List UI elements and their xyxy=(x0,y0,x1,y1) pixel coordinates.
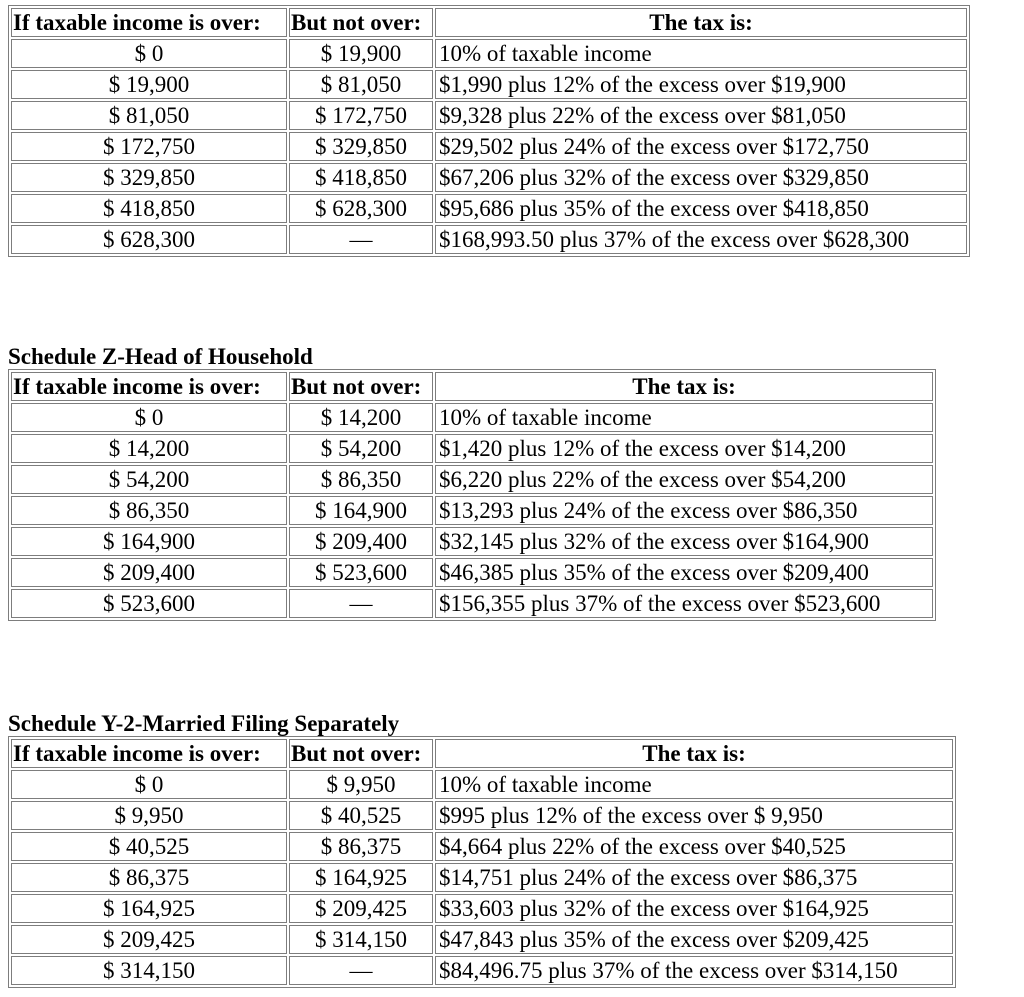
table-row xyxy=(11,558,933,587)
not-over-cell: — xyxy=(289,956,433,985)
over-cell: $ 9,950 xyxy=(11,801,287,830)
table-row xyxy=(11,132,967,161)
over-cell: $ 0 xyxy=(11,403,287,432)
not-over-cell: $ 81,050 xyxy=(289,70,433,99)
tax-cell: $9,328 plus 22% of the excess over $81,050 xyxy=(435,101,967,130)
table-row xyxy=(11,163,967,192)
tax-cell: $1,990 plus 12% of the excess over $19,900 xyxy=(435,70,967,99)
tax-cell: $156,355 plus 37% of the excess over $523,600 xyxy=(435,589,933,618)
schedule-title: Schedule Y-2-Married Filing Separately xyxy=(8,711,400,736)
table-row xyxy=(11,403,933,432)
table-row xyxy=(11,70,967,99)
over-cell: $ 523,600 xyxy=(11,589,287,618)
table-row xyxy=(11,496,933,525)
tax-cell: 10% of taxable income xyxy=(435,403,933,432)
tax-cell: $33,603 plus 32% of the excess over $164,925 xyxy=(435,894,953,923)
tax-table-z xyxy=(8,369,936,621)
tax-cell: $13,293 plus 24% of the excess over $86,350 xyxy=(435,496,933,525)
header-row xyxy=(11,8,967,37)
table-row xyxy=(11,894,953,923)
table-row xyxy=(11,770,953,799)
not-over-cell: $ 164,900 xyxy=(289,496,433,525)
over-cell: $ 86,350 xyxy=(11,496,287,525)
over-cell: $ 314,150 xyxy=(11,956,287,985)
not-over-cell: $ 209,425 xyxy=(289,894,433,923)
table-row xyxy=(11,956,953,985)
tax-cell: $14,751 plus 24% of the excess over $86,375 xyxy=(435,863,953,892)
over-cell: $ 164,925 xyxy=(11,894,287,923)
tax-cell: $95,686 plus 35% of the excess over $418,850 xyxy=(435,194,967,223)
tax-cell: 10% of taxable income xyxy=(435,770,953,799)
not-over-cell: $ 54,200 xyxy=(289,434,433,463)
header-not-over: But not over: xyxy=(289,372,433,401)
header-row xyxy=(11,372,933,401)
not-over-cell: $ 86,375 xyxy=(289,832,433,861)
table-row xyxy=(11,194,967,223)
over-cell: $ 329,850 xyxy=(11,163,287,192)
not-over-cell: $ 329,850 xyxy=(289,132,433,161)
over-cell: $ 81,050 xyxy=(11,101,287,130)
tax-cell: $4,664 plus 22% of the excess over $40,525 xyxy=(435,832,953,861)
tax-cell: $84,496.75 plus 37% of the excess over $314,150 xyxy=(435,956,953,985)
table-row xyxy=(11,801,953,830)
over-cell: $ 40,525 xyxy=(11,832,287,861)
schedule-y2 xyxy=(8,712,956,988)
over-cell: $ 628,300 xyxy=(11,225,287,254)
over-cell: $ 86,375 xyxy=(11,863,287,892)
schedule-title: Schedule Z-Head of Household xyxy=(8,344,313,369)
table-row xyxy=(11,39,967,68)
header-tax: The tax is: xyxy=(435,372,933,401)
not-over-cell: $ 19,900 xyxy=(289,39,433,68)
header-tax: The tax is: xyxy=(435,8,967,37)
not-over-cell: $ 164,925 xyxy=(289,863,433,892)
tax-cell: $995 plus 12% of the excess over $ 9,950 xyxy=(435,801,953,830)
not-over-cell: $ 628,300 xyxy=(289,194,433,223)
tax-cell: $32,145 plus 32% of the excess over $164,900 xyxy=(435,527,933,556)
not-over-cell: $ 418,850 xyxy=(289,163,433,192)
schedule-1 xyxy=(8,5,970,257)
tax-cell: $6,220 plus 22% of the excess over $54,200 xyxy=(435,465,933,494)
table-row xyxy=(11,863,953,892)
table-row xyxy=(11,101,967,130)
not-over-cell: $ 14,200 xyxy=(289,403,433,432)
header-over: If taxable income is over: xyxy=(11,372,287,401)
header-not-over: But not over: xyxy=(289,739,433,768)
over-cell: $ 164,900 xyxy=(11,527,287,556)
schedule-z xyxy=(8,345,936,621)
tax-cell: $168,993.50 plus 37% of the excess over $628,300 xyxy=(435,225,967,254)
header-over: If taxable income is over: xyxy=(11,739,287,768)
over-cell: $ 209,400 xyxy=(11,558,287,587)
tax-cell: $29,502 plus 24% of the excess over $172,750 xyxy=(435,132,967,161)
table-row xyxy=(11,527,933,556)
table-row xyxy=(11,225,967,254)
over-cell: $ 14,200 xyxy=(11,434,287,463)
over-cell: $ 19,900 xyxy=(11,70,287,99)
not-over-cell: $ 523,600 xyxy=(289,558,433,587)
not-over-cell: $ 172,750 xyxy=(289,101,433,130)
table-row xyxy=(11,434,933,463)
not-over-cell: $ 314,150 xyxy=(289,925,433,954)
header-over: If taxable income is over: xyxy=(11,8,287,37)
not-over-cell: $ 209,400 xyxy=(289,527,433,556)
not-over-cell: — xyxy=(289,225,433,254)
tax-cell: $47,843 plus 35% of the excess over $209,425 xyxy=(435,925,953,954)
over-cell: $ 0 xyxy=(11,39,287,68)
over-cell: $ 418,850 xyxy=(11,194,287,223)
table-row xyxy=(11,589,933,618)
over-cell: $ 54,200 xyxy=(11,465,287,494)
over-cell: $ 0 xyxy=(11,770,287,799)
tax-cell: $1,420 plus 12% of the excess over $14,200 xyxy=(435,434,933,463)
table-row xyxy=(11,832,953,861)
over-cell: $ 172,750 xyxy=(11,132,287,161)
not-over-cell: — xyxy=(289,589,433,618)
table-row xyxy=(11,925,953,954)
tax-table-y2 xyxy=(8,736,956,988)
tax-cell: $67,206 plus 32% of the excess over $329,850 xyxy=(435,163,967,192)
header-tax: The tax is: xyxy=(435,739,953,768)
tax-cell: 10% of taxable income xyxy=(435,39,967,68)
not-over-cell: $ 86,350 xyxy=(289,465,433,494)
tax-table-1 xyxy=(8,5,970,257)
header-not-over: But not over: xyxy=(289,8,433,37)
tax-cell: $46,385 plus 35% of the excess over $209,400 xyxy=(435,558,933,587)
header-row xyxy=(11,739,953,768)
table-row xyxy=(11,465,933,494)
not-over-cell: $ 9,950 xyxy=(289,770,433,799)
not-over-cell: $ 40,525 xyxy=(289,801,433,830)
over-cell: $ 209,425 xyxy=(11,925,287,954)
